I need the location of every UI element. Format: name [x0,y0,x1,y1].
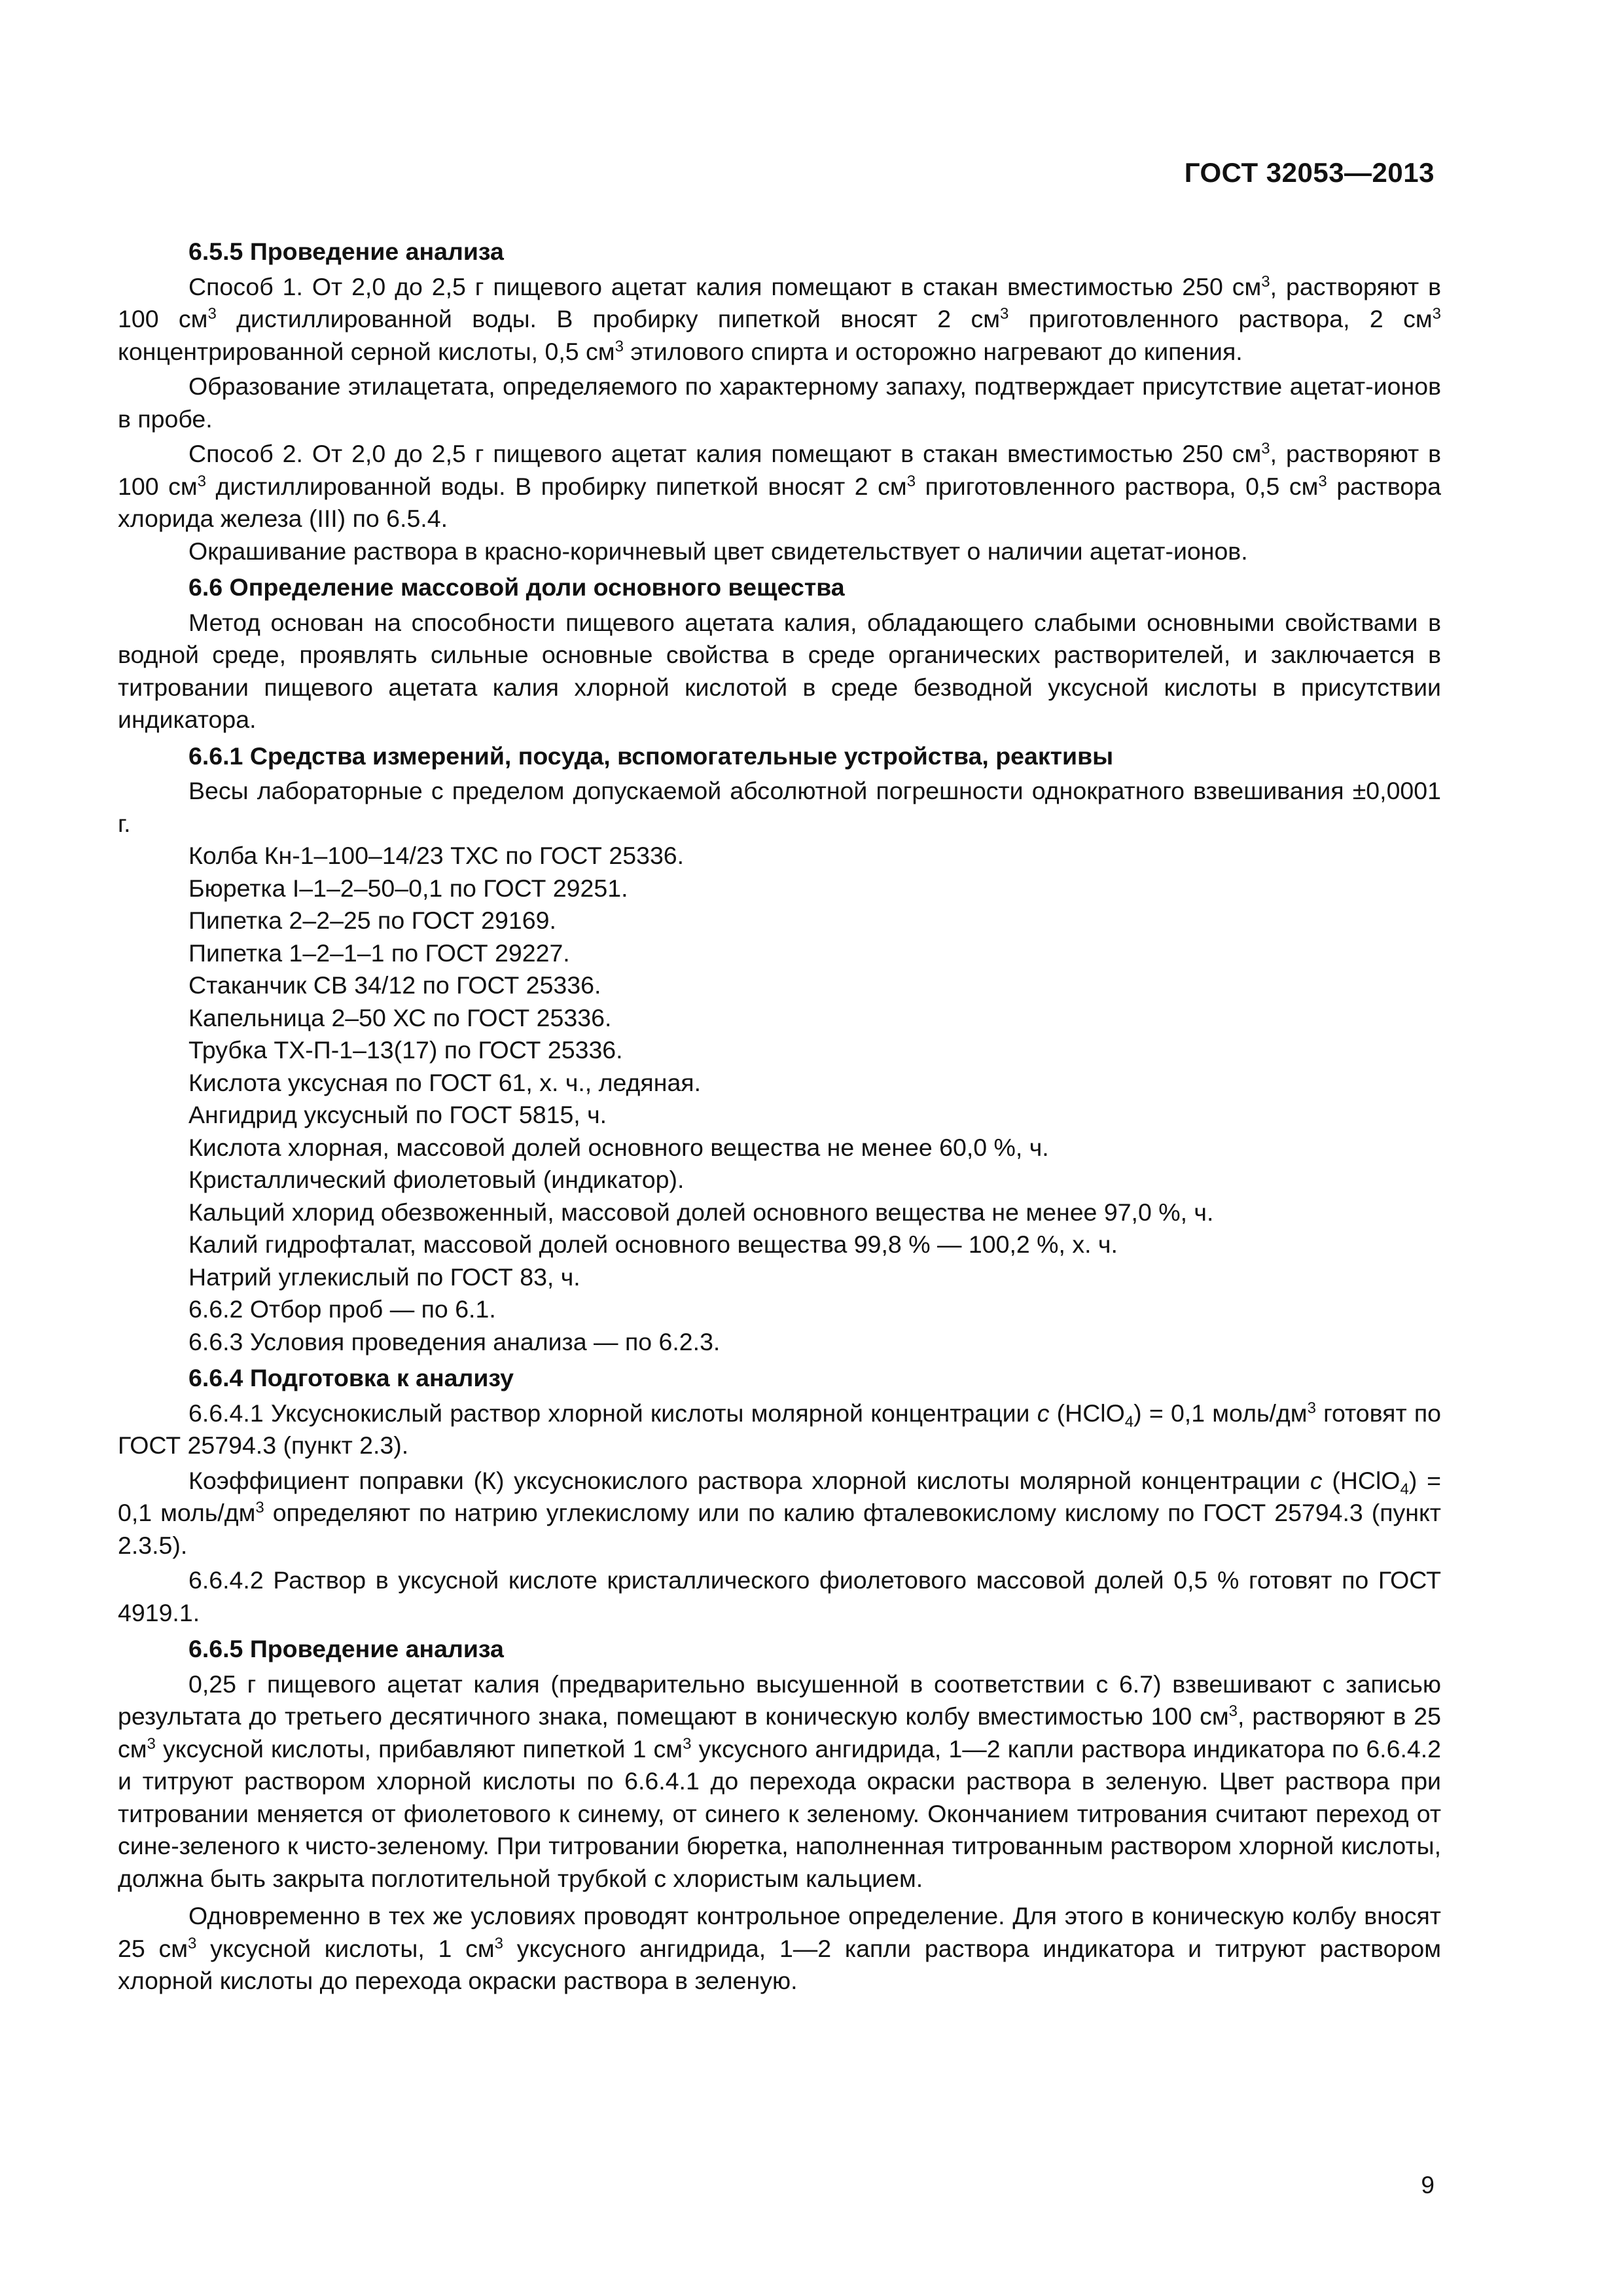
paragraph-6-6-4-2: 6.6.4.2 Раствор в уксусной кислоте кристаллического фиолетового массовой долей 0,5 % готовят по ГОСТ 4919.1. [118,1566,1441,1626]
equipment-item: Колба Кн-1–100–14/23 ТХС по ГОСТ 25336. [188,842,685,869]
paragraph-analysis-procedure: 0,25 г пищевого ацетат калия (предварительно высушенной в соответствии с 6.7) взвешивают с записью результата до третьего десятичного знака, помещают в коническую колбу вместимостью 100 $см^3$, растворяют в 25 $см^3$ уксусной кислоты, прибавляют пипеткой 1 $см^3$ уксусного ангидрида, 1—2 капли раствора индикатора по 6.6.4.2 и титруют раствором хлорной кислоты по 6.6.4.1 до перехода окраски раствора в зеленую. Цвет раствора при титровании меняется от фиолетового к синему, от синего к зеленому. Окончанием титрования считают переход от сине-зеленого к чисто-зеленому. При титровании бюретка, наполненная титрованным раствором хлорной кислоты, должна быть закрыта поглотительной трубкой с хлористым кальцием. [118,1670,1441,1892]
reagent-item: Кальций хлорид обезвоженный, массовой долей основного вещества не менее 97,0 %, ч. [188,1198,1214,1226]
section-6-6-2: 6.6.2 Отбор проб — по 6.1. [188,1295,496,1323]
equipment-item: Трубка ТХ-П-1–13(17) по ГОСТ 25336. [188,1036,623,1064]
paragraph-control-determination: Одновременно в тех же условиях проводят контрольное определение. Для этого в коническую колбу вносят 25 $см^3$ уксусной кислоты, 1 $см^3$ уксусного ангидрида, 1—2 капли раствора индикатора и титруют раствором хлорной кислоты до перехода окраски раствора в зеленую. [118,1902,1442,1994]
reagent-item: Ангидрид уксусный по ГОСТ 5815, ч. [188,1101,607,1128]
equipment-item: Бюретка I–1–2–50–0,1 по ГОСТ 29251. [188,874,628,902]
section-heading-6-6-5: 6.6.5 Проведение анализа [188,1635,504,1662]
paragraph-method-2: Способ 2. От 2,0 до 2,5 г пищевого ацетат калия помещают в стакан вместимостью 250 $см^3$, растворяют в 100 $см^3$ дистиллированной воды. В пробирку пипеткой вносят 2 $см^3$ приготовленного раствора, 0,5 $см^3$ раствора хлорида железа (III) по 6.5.4. [118,440,1442,532]
equipment-item: Пипетка 2–2–25 по ГОСТ 29169. [188,906,556,934]
reagent-item: Кристаллический фиолетовый (индикатор). [188,1166,685,1193]
section-heading-6-6-4: 6.6.4 Подготовка к анализу [188,1364,514,1391]
section-heading-6-6-1: 6.6.1 Средства измерений, посуда, вспомогательные устройства, реактивы [188,742,1114,770]
document-header: ГОСТ 32053—2013 [1184,157,1435,188]
paragraph-correction-factor: Коэффициент поправки (К) уксуснокислого раствора хлорной кислоты молярной концентрации c (HClO$_4$) = 0,1 моль/$дм^3$ определяют по натрию углекислому или по калию фталевокислому кислому по ГОСТ 25794.3 (пункт 2.3.5). [118,1466,1441,1559]
reagent-item: Кислота хлорная, массовой долей основного вещества не менее 60,0 %, ч. [188,1133,1049,1161]
equipment-item: Пипетка 1–2–1–1 по ГОСТ 29227. [188,939,570,967]
paragraph-scales: Весы лабораторные с пределом допускаемой абсолютной погрешности однократного взвешивания ±0,0001 г. [118,777,1441,837]
paragraph-method-basis: Метод основан на способности пищевого ацетата калия, обладающего слабыми основными свойствами в водной среде, проявлять сильные основные свойства в среде органических растворителей, и заключается в титровании пищевого ацетата калия хлорной кислотой в среде безводной уксусной кислоты в присутствии индикатора. [118,608,1441,733]
equipment-item: Стаканчик СВ 34/12 по ГОСТ 25336. [188,971,601,999]
paragraph-coloration: Окрашивание раствора в красно-коричневый цвет свидетельствует о наличии ацетат-ионов. [188,537,1248,565]
paragraph-6-6-4-1: 6.6.4.1 Уксуснокислый раствор хлорной кислоты молярной концентрации c (HClO$_4$) = 0,1 моль/$дм^3$ готовят по ГОСТ 25794.3 (пункт 2.3). [118,1399,1441,1459]
reagent-item: Кислота уксусная по ГОСТ 61, х. ч., ледяная. [188,1068,702,1096]
reagent-item: Натрий углекислый по ГОСТ 83, ч. [188,1263,580,1291]
paragraph-ethyl-acetate: Образование этилацетата, определяемого по характерному запаху, подтверждает присутствие ацетат-ионов в пробе. [118,372,1441,433]
section-6-6-3: 6.6.3 Условия проведения анализа — по 6.2.3. [188,1327,721,1355]
page-number: 9 [1421,2172,1435,2198]
section-heading-6-5-5: 6.5.5 Проведение анализа [188,238,504,265]
document-body [118,232,1441,1998]
equipment-item: Капельница 2–50 ХС по ГОСТ 25336. [188,1003,612,1031]
section-heading-6-6: 6.6 Определение массовой доли основного вещества [188,573,845,601]
paragraph-method-1: Способ 1. От 2,0 до 2,5 г пищевого ацетат калия помещают в стакан вместимостью 250 $см^3$, растворяют в 100 $см^3$ дистиллированной воды. В пробирку пипеткой вносят 2 $см^3$ приготовленного раствора, 2 $см^3$ концентрированной серной кислоты, 0,5 $см^3$ этилового спирта и осторожно нагревают до кипения. [118,272,1442,365]
reagent-item: Калий гидрофталат, массовой долей основного вещества 99,8 % — 100,2 %, х. ч. [188,1230,1118,1258]
